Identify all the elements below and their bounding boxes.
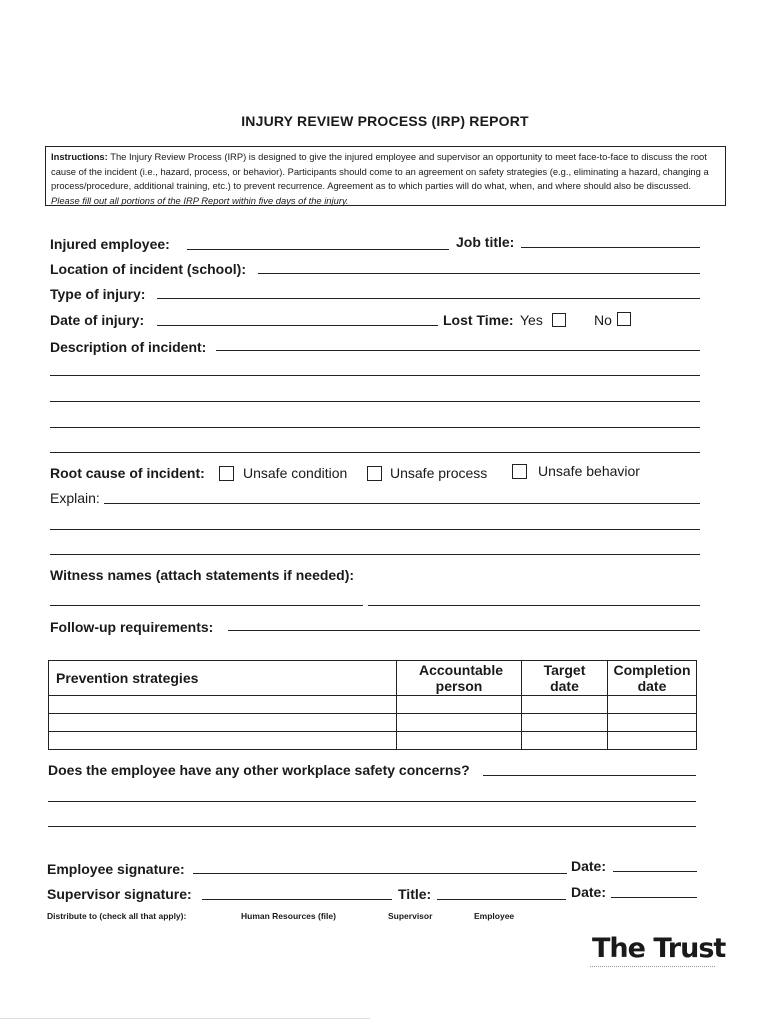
instructions-italic: Please fill out all portions of the IRP Report within five days of the injury. bbox=[51, 194, 349, 206]
title-label: Title: bbox=[398, 886, 432, 902]
date-1-label: Date: bbox=[571, 858, 607, 874]
logo-subline bbox=[590, 963, 715, 967]
explain-line-2[interactable] bbox=[50, 529, 700, 530]
witness-field-1[interactable] bbox=[50, 605, 363, 606]
description-line-3[interactable] bbox=[50, 401, 700, 402]
table-cell[interactable] bbox=[608, 696, 697, 714]
unsafe-condition-checkbox[interactable] bbox=[219, 466, 234, 481]
title-field[interactable] bbox=[437, 899, 566, 900]
lost-time-label: Lost Time: bbox=[443, 312, 514, 328]
followup-label: Follow-up requirements: bbox=[50, 619, 214, 635]
table-cell[interactable] bbox=[397, 714, 522, 732]
table-cell[interactable] bbox=[522, 714, 608, 732]
lost-time-no-checkbox[interactable] bbox=[617, 312, 631, 326]
injured-employee-field[interactable] bbox=[187, 249, 449, 250]
supervisor-signature-field[interactable] bbox=[202, 899, 392, 900]
table-cell[interactable] bbox=[49, 732, 397, 750]
witness-field-2[interactable] bbox=[368, 605, 700, 606]
unsafe-process-checkbox[interactable] bbox=[367, 466, 382, 481]
col-completion-date bbox=[608, 661, 697, 696]
table-row bbox=[49, 732, 697, 750]
description-label: Description of incident: bbox=[50, 339, 207, 355]
distribute-hr-option[interactable]: Human Resources (file) bbox=[241, 911, 336, 921]
unsafe-condition-label: Unsafe condition bbox=[243, 465, 348, 481]
lost-time-yes-label: Yes bbox=[520, 312, 543, 328]
table-row bbox=[49, 696, 697, 714]
concerns-field[interactable] bbox=[483, 775, 696, 776]
type-of-injury-label: Type of injury: bbox=[50, 286, 146, 302]
table-cell[interactable] bbox=[608, 732, 697, 750]
root-cause-label: Root cause of incident: bbox=[50, 465, 205, 481]
date-of-injury-label: Date of injury: bbox=[50, 312, 145, 328]
prevention-table bbox=[48, 660, 697, 750]
followup-field[interactable] bbox=[228, 630, 700, 631]
target-date-header: Target date bbox=[543, 662, 586, 694]
description-line-2[interactable] bbox=[50, 375, 700, 376]
the-trust-logo: The Trust bbox=[592, 933, 726, 964]
date-2-label: Date: bbox=[571, 884, 607, 900]
unsafe-behavior-checkbox[interactable] bbox=[512, 464, 527, 479]
unsafe-process-label: Unsafe process bbox=[390, 465, 488, 481]
date-of-injury-field[interactable] bbox=[157, 325, 438, 326]
supervisor-signature-label: Supervisor signature: bbox=[47, 886, 192, 902]
location-field[interactable] bbox=[258, 273, 700, 274]
accountable-person-header: Accountable person bbox=[419, 662, 504, 694]
col-prevention-strategies: Prevention strategies bbox=[49, 661, 397, 696]
col-target-date bbox=[522, 661, 608, 696]
type-of-injury-field[interactable] bbox=[157, 298, 700, 299]
date-1-field[interactable] bbox=[613, 871, 697, 872]
witness-label: Witness names (attach statements if needed): bbox=[50, 567, 355, 583]
lost-time-no-label: No bbox=[594, 312, 612, 328]
concerns-label: Does the employee have any other workplace safety concerns? bbox=[48, 762, 470, 778]
completion-date-header: Completion date bbox=[613, 662, 691, 694]
injured-employee-label: Injured employee: bbox=[50, 236, 170, 252]
table-cell[interactable] bbox=[522, 732, 608, 750]
form-title: INJURY REVIEW PROCESS (IRP) REPORT bbox=[241, 113, 529, 129]
description-field[interactable] bbox=[216, 350, 700, 351]
table-cell[interactable] bbox=[522, 696, 608, 714]
explain-line-3[interactable] bbox=[50, 554, 700, 555]
instructions-text: The Injury Review Process (IRP) is designed to give the injured employee and supervisor an opportunity to meet face-to-face to discuss the root cause of the incident (i.e., hazard, process, or behavior). Participants should come to an agreement on safety strategies (e.g., eliminating a hazard, changing a process/procedure, additional training, etc.) to prevent recurrence. Agreement as to which parties will do what, when, and where should also be discussed. bbox=[51, 151, 709, 192]
lost-time-yes-checkbox[interactable] bbox=[552, 313, 566, 327]
job-title-label: Job title: bbox=[456, 234, 515, 250]
table-row bbox=[49, 714, 697, 732]
table-cell[interactable] bbox=[49, 714, 397, 732]
instructions-label: Instructions: bbox=[51, 151, 108, 162]
employee-signature-label: Employee signature: bbox=[47, 861, 185, 877]
description-line-4[interactable] bbox=[50, 427, 700, 428]
distribute-label: Distribute to (check all that apply): bbox=[47, 911, 187, 921]
col-accountable-person bbox=[397, 661, 522, 696]
unsafe-behavior-label: Unsafe behavior bbox=[538, 463, 640, 479]
date-2-field[interactable] bbox=[611, 897, 697, 898]
table-cell[interactable] bbox=[608, 714, 697, 732]
employee-signature-field[interactable] bbox=[193, 873, 567, 874]
instructions-box bbox=[45, 146, 726, 206]
distribute-employee-option[interactable]: Employee bbox=[474, 911, 515, 921]
table-cell[interactable] bbox=[397, 732, 522, 750]
table-cell[interactable] bbox=[397, 696, 522, 714]
description-line-5[interactable] bbox=[50, 452, 700, 453]
table-cell[interactable] bbox=[49, 696, 397, 714]
bottom-rule bbox=[0, 1018, 370, 1019]
location-label: Location of incident (school): bbox=[50, 261, 246, 277]
explain-field[interactable] bbox=[104, 503, 700, 504]
concerns-line-2[interactable] bbox=[48, 801, 696, 802]
concerns-line-3[interactable] bbox=[48, 826, 696, 827]
distribute-supervisor-option[interactable]: Supervisor bbox=[388, 911, 433, 921]
job-title-field[interactable] bbox=[521, 247, 700, 248]
explain-label: Explain: bbox=[50, 490, 100, 506]
